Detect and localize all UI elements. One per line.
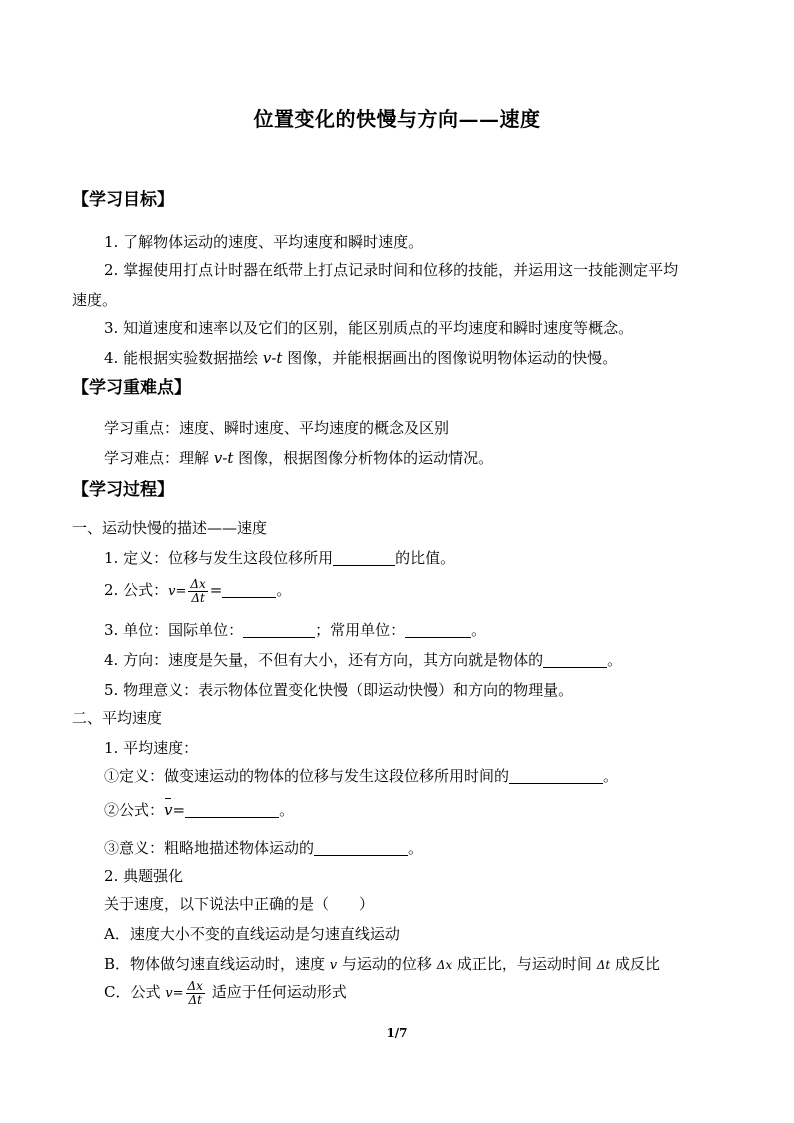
velocity-symbol: v xyxy=(329,958,338,973)
vt-symbol: v-t xyxy=(213,449,234,467)
direction-end: 。 xyxy=(607,651,623,669)
part1-unit xyxy=(104,620,486,640)
option-b-pre: B．物体做匀速直线运动时，速度 xyxy=(104,955,330,973)
velocity-symbol: v xyxy=(168,584,176,599)
fill-blank[interactable] xyxy=(243,621,315,638)
fraction-numerator: Δx xyxy=(190,576,206,591)
part2-definition xyxy=(104,766,618,786)
part2-sub2: 2. 典题强化 xyxy=(104,867,184,885)
key-difficulty-pre: 学习难点：理解 xyxy=(104,449,214,467)
avg-formula-end: 。 xyxy=(279,801,295,819)
equals-sign: = xyxy=(172,986,184,1001)
avg-meaning-text: ③意义：粗略地描述物体运动的 xyxy=(104,839,315,857)
part1-definition xyxy=(104,548,455,568)
fraction-numerator: Δx xyxy=(187,978,203,993)
key-difficulty xyxy=(104,448,493,468)
fraction-denominator: Δt xyxy=(188,992,202,1007)
option-b-post: 成反比 xyxy=(610,955,660,973)
part2-sub1: 1. 平均速度： xyxy=(104,739,199,757)
formula-label: 2. 公式： xyxy=(104,581,169,599)
direction-text: 4. 方向：速度是矢量，不但有大小，还有方向，其方向就是物体的 xyxy=(104,651,544,669)
option-b-mid1: 与运动的位移 xyxy=(337,955,437,973)
part1-title: 一、运动快慢的描述——速度 xyxy=(72,519,268,537)
fill-blank[interactable] xyxy=(314,839,408,856)
equals-sign: = xyxy=(172,801,186,819)
goal-item-4 xyxy=(104,348,617,368)
option-b-mid2: 成正比，与运动时间 xyxy=(452,955,597,973)
avg-def-text: ①定义：做变速运动的物体的位移与发生这段位移所用时间的 xyxy=(104,767,510,785)
unit-label: 3. 单位：国际单位： xyxy=(104,621,244,639)
goal-item: 1. 了解物体运动的速度、平均速度和瞬时速度。 xyxy=(104,233,424,251)
unit-mid: ；常用单位： xyxy=(315,621,406,639)
delta-t-symbol: Δt xyxy=(596,958,611,972)
formula-end: 。 xyxy=(276,581,292,599)
avg-meaning-end: 。 xyxy=(408,839,424,857)
average-velocity-symbol: v xyxy=(164,801,173,819)
option-b xyxy=(104,954,660,976)
page-number: 1/7 xyxy=(386,1026,408,1040)
fill-blank[interactable] xyxy=(333,549,395,566)
part2-title: 二、平均速度 xyxy=(72,709,163,727)
key-points-heading: 【学习重难点】 xyxy=(72,378,191,398)
goal-item: 2. 掌握使用打点计时器在纸带上打点记录时间和位移的技能，并运用这一技能测定平均 xyxy=(104,261,679,279)
key-focus: 学习重点：速度、瞬时速度、平均速度的概念及区别 xyxy=(104,419,450,437)
goals-heading: 【学习目标】 xyxy=(72,190,174,210)
part2-formula xyxy=(104,800,294,820)
delta-x-over-delta-t-fraction xyxy=(188,578,207,605)
equals-sign: = xyxy=(175,584,187,599)
delta-x-symbol: Δx xyxy=(436,958,453,972)
question-text: 关于速度，以下说法中正确的是（ ） xyxy=(104,895,375,913)
option-c-pre: C．公式 xyxy=(104,983,166,1001)
part1-meaning: 5. 物理意义：表示物体位置变化快慢（即运动快慢）和方向的物理量。 xyxy=(104,681,574,699)
key-difficulty-post: 图像，根据图像分析物体的运动情况。 xyxy=(233,449,494,467)
process-heading: 【学习过程】 xyxy=(72,480,174,500)
part2-meaning xyxy=(104,838,423,858)
page-title: 位置变化的快慢与方向——速度 xyxy=(253,107,541,131)
goal-item-continuation: 速度。 xyxy=(72,291,118,309)
avg-def-end: 。 xyxy=(603,767,619,785)
vt-symbol: v-t xyxy=(262,349,283,367)
option-c xyxy=(104,976,347,1010)
fill-blank[interactable] xyxy=(222,581,276,598)
goal4-text-pre: 4. 能根据实验数据描绘 xyxy=(104,349,263,367)
part1-def-post: 的比值。 xyxy=(395,549,456,567)
fraction-denominator: Δt xyxy=(191,590,205,605)
option-c-post: 适应于任何运动形式 xyxy=(206,983,347,1001)
part1-def-pre: 1. 定义：位移与发生这段位移所用 xyxy=(104,549,334,567)
delta-x-over-delta-t-fraction xyxy=(186,980,205,1007)
option-a: A．速度大小不变的直线运动是匀速直线运动 xyxy=(104,925,400,943)
part1-direction xyxy=(104,650,622,670)
goal4-text-post: 图像，并能根据画出的图像说明物体运动的快慢。 xyxy=(282,349,618,367)
fill-blank[interactable] xyxy=(509,767,603,784)
goal-item: 3. 知道速度和速率以及它们的区别，能区别质点的平均速度和瞬时速度等概念。 xyxy=(104,319,634,337)
unit-end: 。 xyxy=(471,621,487,639)
fill-blank[interactable] xyxy=(543,651,607,668)
equals-sign: = xyxy=(209,581,223,599)
fill-blank[interactable] xyxy=(185,801,279,818)
fill-blank[interactable] xyxy=(405,621,471,638)
part1-formula xyxy=(104,574,291,608)
avg-formula-label: ②公式： xyxy=(104,801,165,819)
velocity-symbol: v xyxy=(165,986,173,1001)
